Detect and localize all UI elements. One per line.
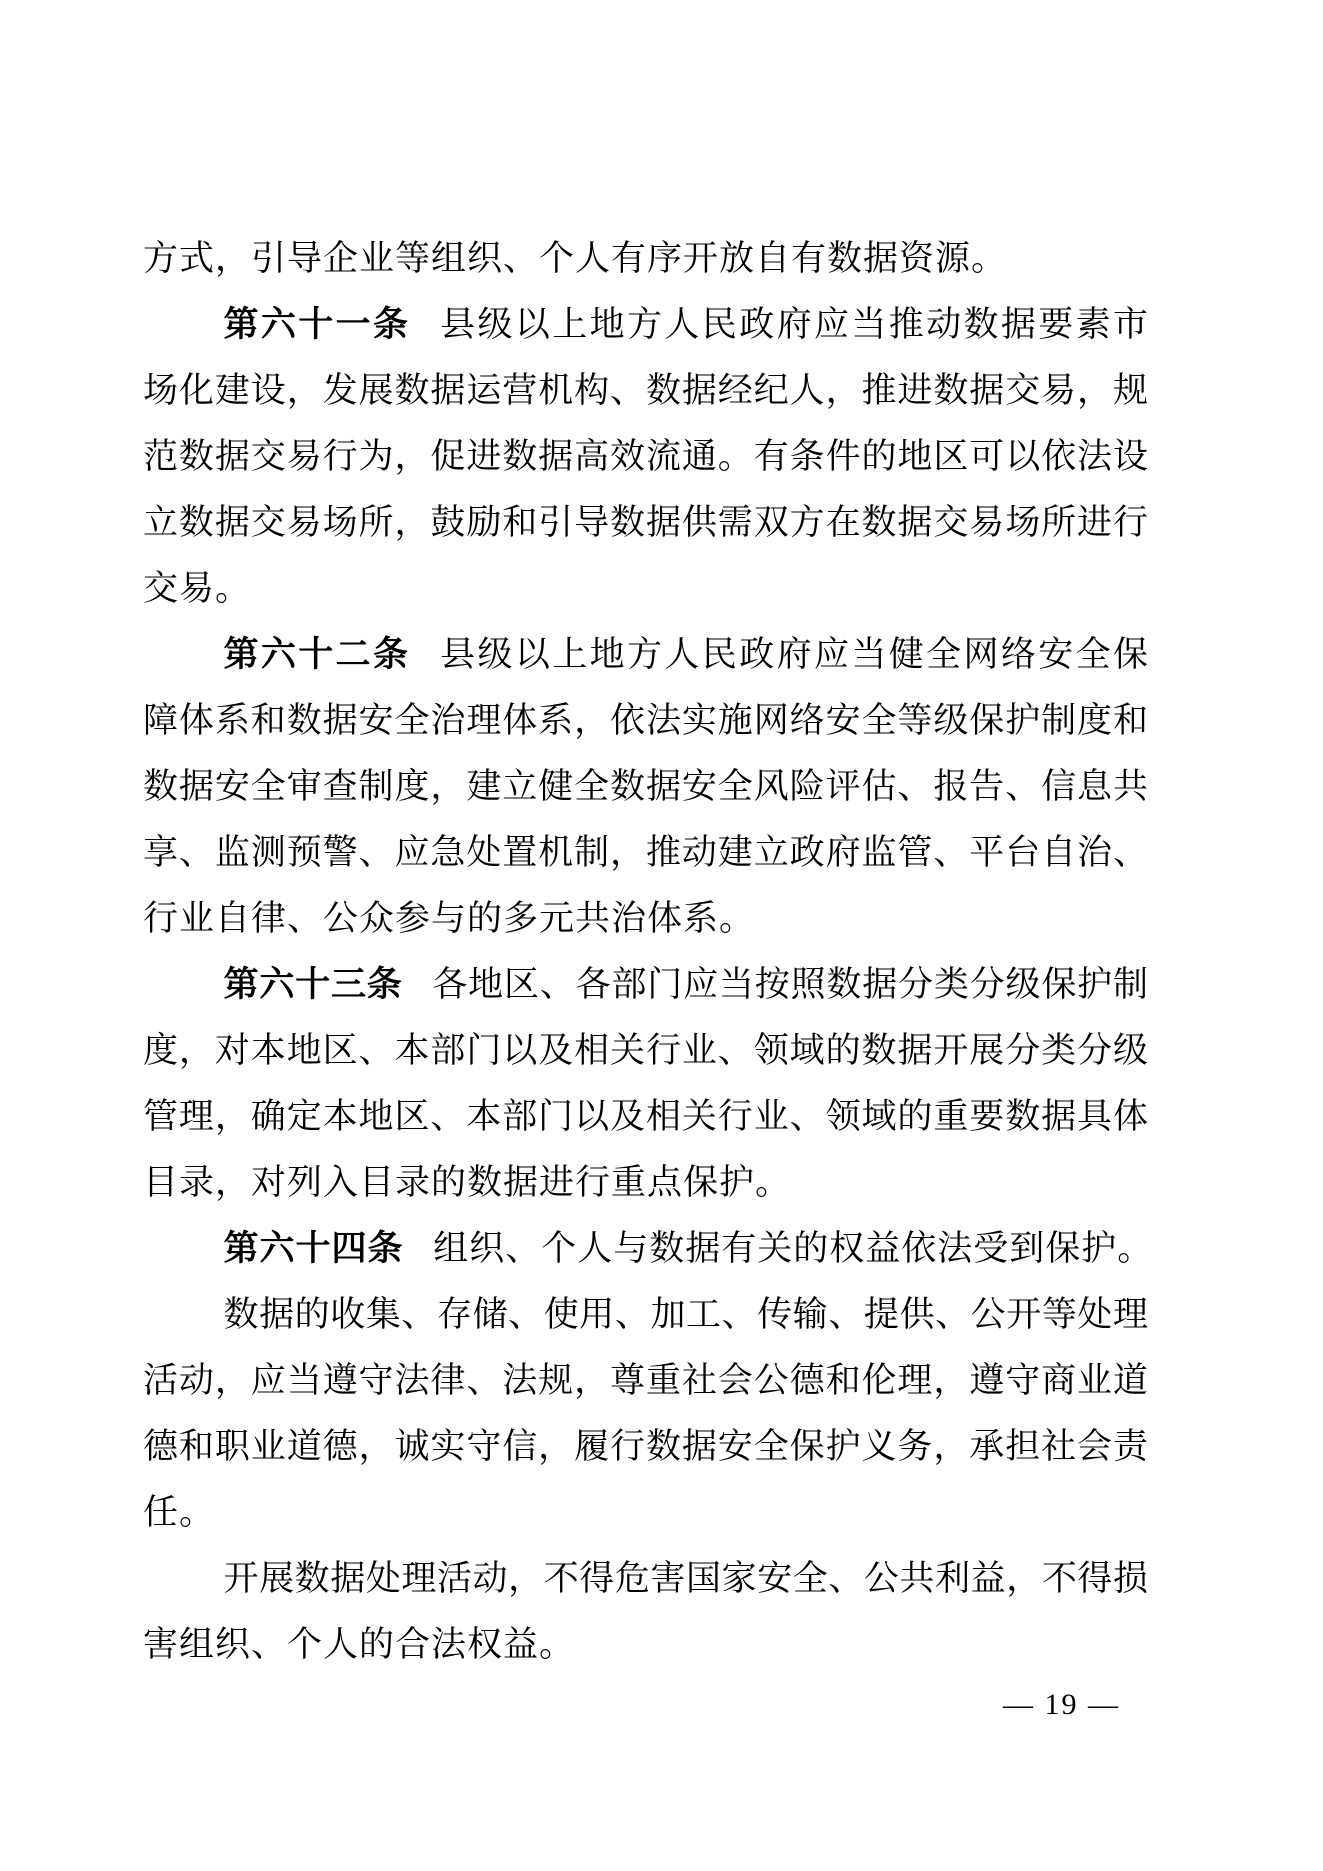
text-line: 享、监测预警、应急处置机制，推动建立政府监管、平台自治、 [143,833,1148,872]
text-line [143,952,1148,1018]
text-line: 场化建设，发展数据运营机构、数据经纪人，推进数据交易，规 [143,371,1148,410]
text-line: 障体系和数据安全治理体系，依法实施网络安全等级保护制度和 [143,701,1148,740]
text-line: 管理，确定本地区、本部门以及相关行业、领域的重要数据具体 [143,1097,1148,1136]
text-line: 方式，引导企业等组织、个人有序开放自有数据资源。 [143,239,1008,278]
text-line: 数据安全审查制度，建立健全数据安全风险评估、报告、信息共 [143,767,1148,806]
article-number: 第六十一条 [223,305,411,344]
text-line: 立数据交易场所，鼓励和引导数据供需双方在数据交易场所进行 [143,503,1148,542]
text-line: 行业自律、公众参与的多元共治体系。 [143,899,756,938]
text-line [143,622,1148,688]
text-line: 目录，对列入目录的数据进行重点保护。 [143,1163,792,1202]
line-text: 县级以上地方人民政府应当推动数据要素市 [440,305,1148,344]
text-line: 害组织、个人的合法权益。 [143,1625,576,1664]
text-line [143,292,1148,358]
document-body [143,226,1154,1678]
text-line: 任。 [143,1493,216,1532]
article-number: 第六十二条 [223,635,411,674]
text-line [143,1216,1154,1282]
line-text: 各地区、各部门应当按照数据分类分级保护制 [432,965,1148,1004]
line-text: 县级以上地方人民政府应当健全网络安全保 [440,635,1148,674]
text-line: 范数据交易行为，促进数据高效流通。有条件的地区可以依法设 [143,437,1148,476]
article-number: 第六十三条 [223,965,403,1004]
article-number: 第六十四条 [223,1229,404,1268]
text-line: 活动，应当遵守法律、法规，尊重社会公德和伦理，遵守商业道 [143,1361,1148,1400]
text-line: 交易。 [143,569,252,608]
text-line: 开展数据处理活动，不得危害国家安全、公共利益，不得损 [223,1559,1148,1598]
page-number: — 19 — [1003,1688,1120,1721]
line-text: 组织、个人与数据有关的权益依法受到保护。 [433,1229,1154,1268]
text-line: 度，对本地区、本部门以及相关行业、领域的数据开展分类分级 [143,1031,1148,1070]
text-line: 数据的收集、存储、使用、加工、传输、提供、公开等处理 [223,1295,1148,1334]
text-line: 德和职业道德，诚实守信，履行数据安全保护义务，承担社会责 [143,1427,1148,1466]
